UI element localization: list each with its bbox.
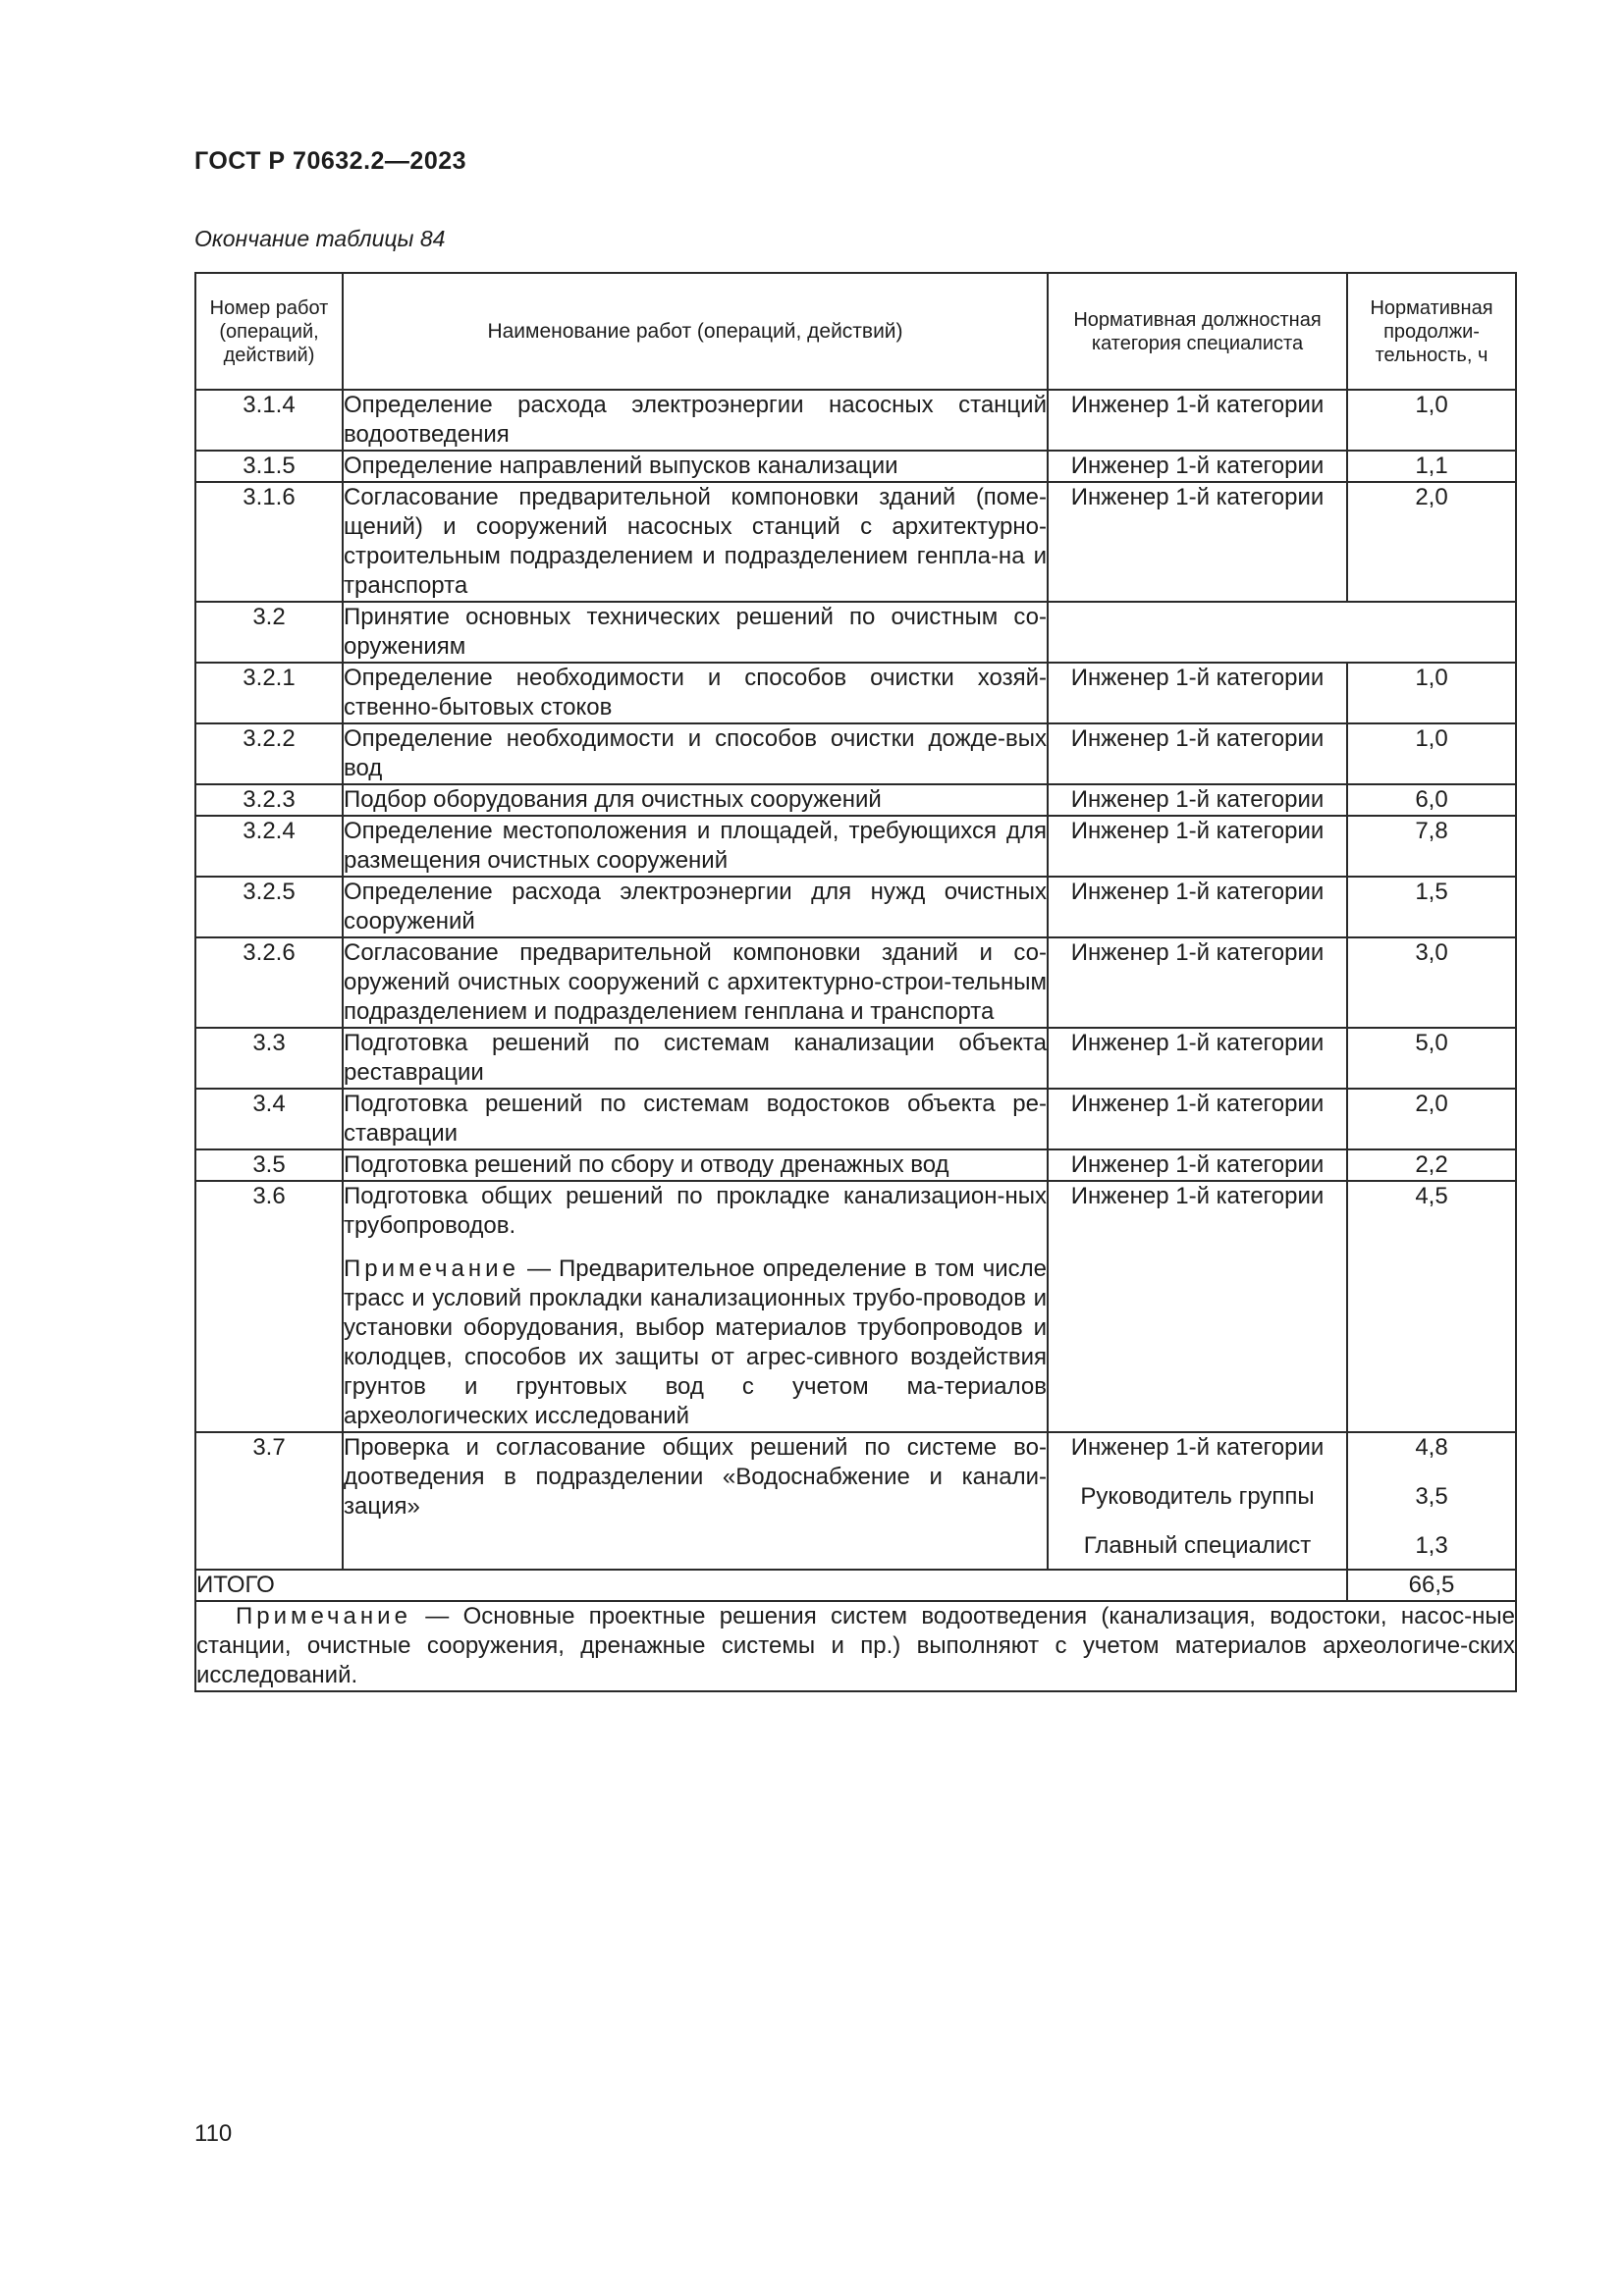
- row-category: Инженер 1-й категории: [1048, 937, 1347, 1028]
- total-value: 66,5: [1347, 1570, 1516, 1601]
- work-norms-table: [194, 272, 1517, 1692]
- row-name: Подбор оборудования для очистных сооружений: [343, 784, 1048, 816]
- row-number: 3.2: [195, 602, 343, 663]
- row-name: Определение расхода электроэнергии для нужд очистных сооружений: [343, 877, 1048, 937]
- row-duration: 5,0: [1347, 1028, 1516, 1089]
- table-row: [195, 937, 1516, 1028]
- row-duration-line: 4,8: [1415, 1434, 1448, 1461]
- table-header-row: [195, 273, 1516, 390]
- column-header-category: Нормативная должностная категория специалиста: [1048, 273, 1347, 390]
- table-note-label: Примечание: [236, 1603, 411, 1629]
- row-duration: 1,1: [1347, 451, 1516, 482]
- row-number: 3.1.6: [195, 482, 343, 602]
- table-row: [195, 723, 1516, 784]
- table-row: [195, 877, 1516, 937]
- row-category: Инженер 1-й категории: [1048, 1089, 1347, 1149]
- row-number: 3.7: [195, 1432, 343, 1570]
- row-duration: 2,2: [1347, 1149, 1516, 1181]
- row-number: 3.2.5: [195, 877, 343, 937]
- column-header-name: Наименование работ (операций, действий): [343, 273, 1048, 390]
- total-label: ИТОГО: [195, 1570, 1347, 1601]
- table-row: [195, 663, 1516, 723]
- table-row: [195, 390, 1516, 451]
- row-name: Согласование предварительной компоновки зданий и со-оружений очистных сооружений с архитектурно-строи-тельным подразделением и подразделением генплана и транспорта: [343, 937, 1048, 1028]
- row-name: Подготовка решений по системам водостоков объекта ре-ставрации: [343, 1089, 1048, 1149]
- row-category-line: Инженер 1-й категории: [1070, 1434, 1325, 1461]
- table-note-text: — Основные проектные решения систем водоотведения (канализация, водостоки, насос-ные станции, очистные сооружения, дренажные системы и пр.) выполняют с учетом материалов археологиче-ских исследований.: [196, 1603, 1515, 1688]
- row-number: 3.2.4: [195, 816, 343, 877]
- total-row: [195, 1570, 1516, 1601]
- row-name: Определение расхода электроэнергии насосных станций водоотведения: [343, 390, 1048, 451]
- row-duration: 3,0: [1347, 937, 1516, 1028]
- row-duration: 1,0: [1347, 663, 1516, 723]
- row-name: Определение направлений выпусков канализации: [343, 451, 1048, 482]
- row-duration: [1347, 1432, 1516, 1570]
- table-row: [195, 602, 1516, 663]
- table-caption: Окончание таблицы 84: [194, 226, 446, 251]
- table-row: [195, 451, 1516, 482]
- row-name: Определение необходимости и способов очистки хозяй-ственно-бытовых стоков: [343, 663, 1048, 723]
- row-duration: 2,0: [1347, 482, 1516, 602]
- row-category: Инженер 1-й категории: [1048, 1181, 1347, 1432]
- row-inline-note: [344, 1255, 1047, 1431]
- table-row: [195, 784, 1516, 816]
- column-header-duration: Нормативная продолжи-тельность, ч: [1347, 273, 1516, 390]
- row-name: Определение необходимости и способов очистки дожде-вых вод: [343, 723, 1048, 784]
- row-category: Инженер 1-й категории: [1048, 451, 1347, 482]
- row-number: 3.1.4: [195, 390, 343, 451]
- row-category: Инженер 1-й категории: [1048, 482, 1347, 602]
- row-category: Инженер 1-й категории: [1048, 723, 1347, 784]
- row-category: [1048, 1432, 1347, 1570]
- row-category: Инженер 1-й категории: [1048, 877, 1347, 937]
- table-row: [195, 1181, 1516, 1432]
- column-header-number: Номер работ (операций, действий): [195, 273, 343, 390]
- row-category: Инженер 1-й категории: [1048, 1149, 1347, 1181]
- page-number: 110: [194, 2120, 233, 2147]
- row-name: Определение местоположения и площадей, требующихся для размещения очистных сооружений: [343, 816, 1048, 877]
- row-name-text: Подготовка общих решений по прокладке канализацион-ных трубопроводов.: [344, 1183, 1047, 1239]
- table-row: [195, 1432, 1516, 1570]
- row-duration: 1,0: [1347, 390, 1516, 451]
- row-name: Проверка и согласование общих решений по системе во-доотведения в подразделении «Водоснабжение и канали-зация»: [343, 1432, 1048, 1570]
- note-label: Примечание: [344, 1255, 519, 1282]
- row-name: Согласование предварительной компоновки зданий (поме-щений) и сооружений насосных станций с архитектурно-строительным подразделением и подразделением генпла-на и транспорта: [343, 482, 1048, 602]
- row-duration: 1,0: [1347, 723, 1516, 784]
- row-category-line: Руководитель группы: [1080, 1483, 1315, 1510]
- row-category-line: Главный специалист: [1083, 1532, 1312, 1559]
- row-number: 3.5: [195, 1149, 343, 1181]
- row-number: 3.2.3: [195, 784, 343, 816]
- row-name: [343, 1181, 1048, 1432]
- table-row: [195, 1028, 1516, 1089]
- row-duration: 6,0: [1347, 784, 1516, 816]
- row-number: 3.4: [195, 1089, 343, 1149]
- table-row: [195, 1149, 1516, 1181]
- row-duration: 1,5: [1347, 877, 1516, 937]
- row-empty-cell: [1048, 602, 1516, 663]
- row-category: Инженер 1-й категории: [1048, 390, 1347, 451]
- row-category: Инженер 1-й категории: [1048, 816, 1347, 877]
- row-duration: 2,0: [1347, 1089, 1516, 1149]
- row-duration: 4,5: [1347, 1181, 1516, 1432]
- row-name: Подготовка решений по системам канализации объекта реставрации: [343, 1028, 1048, 1089]
- row-category: Инженер 1-й категории: [1048, 663, 1347, 723]
- row-name: Подготовка решений по сбору и отводу дренажных вод: [343, 1149, 1048, 1181]
- row-duration-line: 3,5: [1415, 1483, 1448, 1510]
- row-category: Инженер 1-й категории: [1048, 784, 1347, 816]
- row-duration: 7,8: [1347, 816, 1516, 877]
- row-number: 3.3: [195, 1028, 343, 1089]
- row-number: 3.1.5: [195, 451, 343, 482]
- row-number: 3.2.6: [195, 937, 343, 1028]
- row-number: 3.6: [195, 1181, 343, 1432]
- row-category: Инженер 1-й категории: [1048, 1028, 1347, 1089]
- row-number: 3.2.2: [195, 723, 343, 784]
- row-name: Принятие основных технических решений по очистным со-оружениям: [343, 602, 1048, 663]
- table-note-row: [195, 1601, 1516, 1691]
- table-note: [195, 1601, 1516, 1691]
- row-number: 3.2.1: [195, 663, 343, 723]
- table-row: [195, 816, 1516, 877]
- note-text: — Предварительное определение в том числе трасс и условий прокладки канализационных трубо-проводов и установки оборудования, выбор материалов трубопроводов и колодцев, способов их защиты от агрес-сивного воздействия грунтов и грунтовых вод с учетом ма-териалов археологических исследований: [344, 1255, 1047, 1429]
- document-code: ГОСТ Р 70632.2—2023: [194, 147, 467, 175]
- table-row: [195, 482, 1516, 602]
- table-row: [195, 1089, 1516, 1149]
- row-duration-line: 1,3: [1415, 1532, 1448, 1559]
